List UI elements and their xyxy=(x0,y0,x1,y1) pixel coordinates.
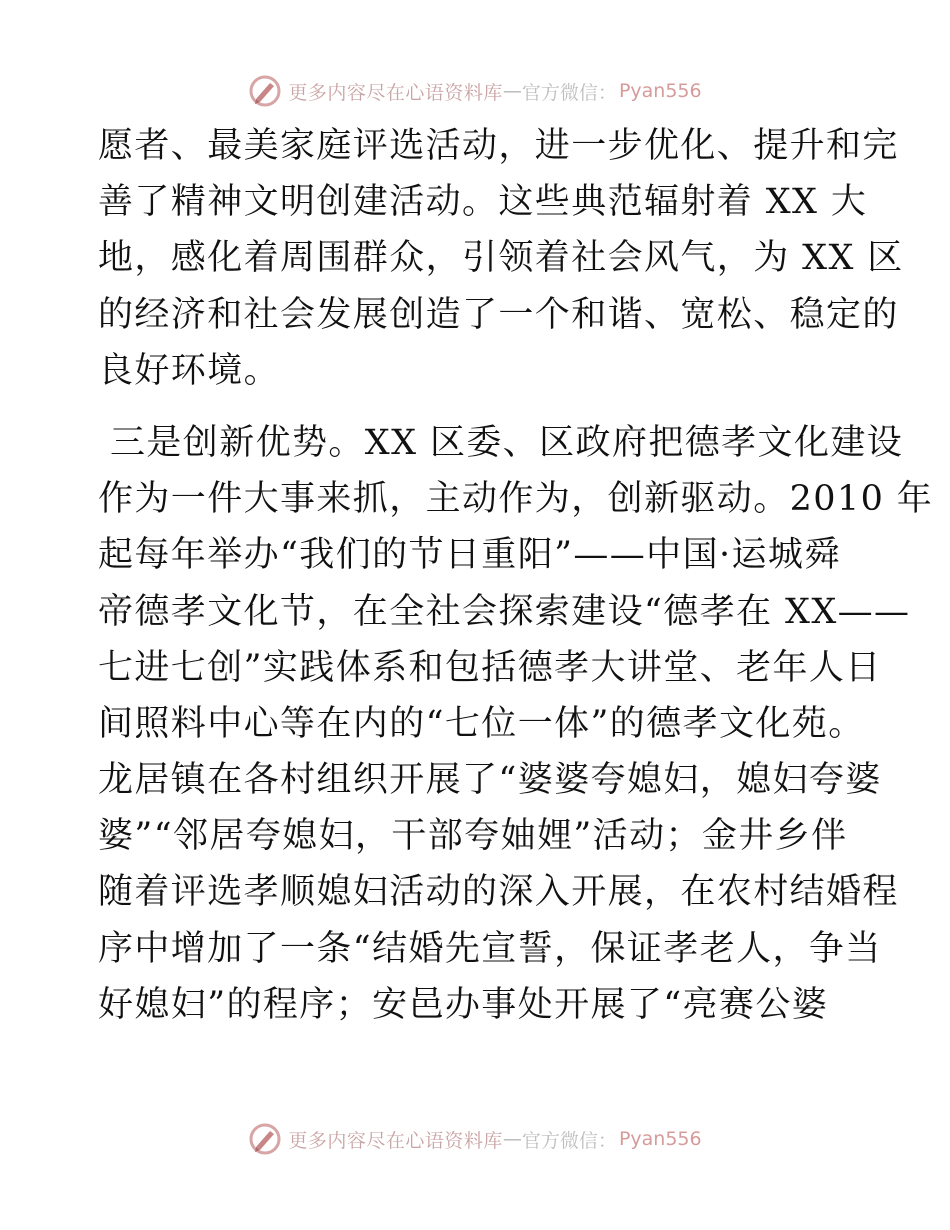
text-line: 善了精神文明创建活动。这些典范辐射着 XX 大 xyxy=(98,182,868,223)
text-line: 间照料中心等在内的“七位一体”的德孝文化苑。 xyxy=(98,703,865,744)
watermark-wechat-id: Pyan556 xyxy=(618,1128,702,1150)
text-line: 婆”“邻居夸媳妇，干部夸妯娌”活动；金井乡伴 xyxy=(98,816,848,857)
footer-watermark xyxy=(0,1119,950,1159)
text-line: 好媳妇”的程序；安邑办事处开展了“亮赛公婆 xyxy=(98,984,829,1025)
watermark-official-label: 官方微信： xyxy=(521,1129,617,1152)
text-line: 良好环境。 xyxy=(98,350,281,391)
watermark-brand: 更多内容尽在心语资料库 xyxy=(288,81,503,104)
paragraph-2 xyxy=(98,415,934,1033)
text-line: 三是创新优势。XX 区委、区政府把德孝文化建设 xyxy=(110,422,904,463)
text-line: 龙居镇在各村组织开展了“婆婆夸媳妇，媳妇夸婆 xyxy=(98,760,882,801)
text-line: 序中增加了一条“结婚先宣誓，保证孝老人，争当 xyxy=(98,928,882,969)
text-line: 地，感化着周围群众，引领着社会风气，为 XX 区 xyxy=(98,238,904,279)
paragraph-1 xyxy=(98,118,904,399)
text-line: 的经济和社会发展创造了一个和谐、宽松、稳定的 xyxy=(98,294,899,335)
text-line: 七进七创”实践体系和包括德孝大讲堂、老年人日 xyxy=(98,647,882,688)
text-line: 随着评选孝顺媳妇活动的深入开展，在农村结婚程 xyxy=(98,872,899,913)
watermark-brand: 更多内容尽在心语资料库 xyxy=(288,1129,503,1152)
text-line: 帝德孝文化节，在全社会探索建设“德孝在 XX—— xyxy=(98,591,911,632)
pen-logo-icon xyxy=(248,74,282,108)
document-body xyxy=(98,118,934,1033)
watermark-separator: — xyxy=(502,1128,522,1150)
header-watermark xyxy=(0,71,950,111)
text-line: 愿者、最美家庭评选活动，进一步优化、提升和完 xyxy=(98,126,899,166)
text-line: 起每年举办“我们的节日重阳”——中国·运城舜 xyxy=(98,535,841,576)
text-line: 作为一件大事来抓，主动作为，创新驱动。2010 年 xyxy=(98,479,934,520)
watermark-official-label: 官方微信： xyxy=(521,81,617,104)
watermark-separator: — xyxy=(502,80,522,102)
pen-logo-icon xyxy=(248,1122,282,1156)
watermark-wechat-id: Pyan556 xyxy=(618,80,702,102)
